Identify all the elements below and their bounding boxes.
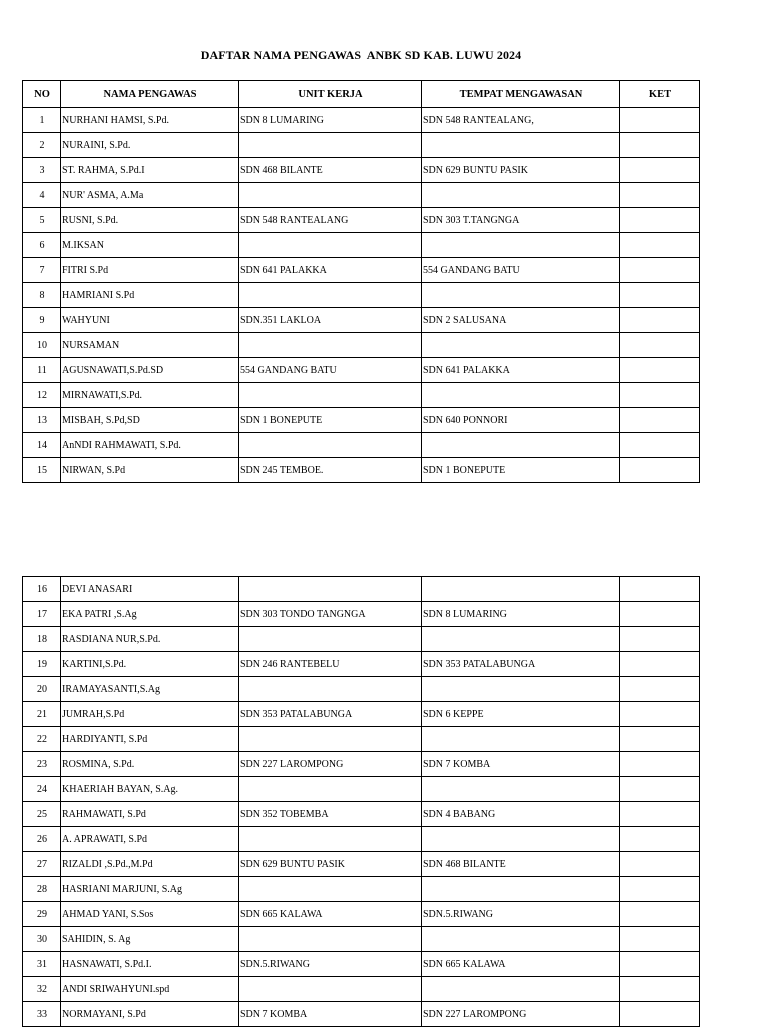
table-row: [23, 358, 700, 383]
cell-name: RASDIANA NUR,S.Pd.: [61, 627, 239, 652]
cell-no: 25: [23, 802, 61, 827]
table-row: [23, 308, 700, 333]
cell-place: [422, 283, 620, 308]
cell-no: 5: [23, 208, 61, 233]
supervisor-table-page-1: [22, 80, 700, 483]
cell-ket: [620, 727, 700, 752]
cell-ket: [620, 333, 700, 358]
cell-unit: SDN 665 KALAWA: [239, 902, 422, 927]
cell-no: 12: [23, 383, 61, 408]
cell-no: 26: [23, 827, 61, 852]
cell-name: RIZALDI ,S.Pd.,M.Pd: [61, 852, 239, 877]
table-row: [23, 283, 700, 308]
cell-ket: [620, 358, 700, 383]
cell-ket: [620, 902, 700, 927]
cell-unit: [239, 383, 422, 408]
cell-unit: [239, 133, 422, 158]
cell-no: 18: [23, 627, 61, 652]
cell-unit: SDN.5.RIWANG: [239, 952, 422, 977]
cell-no: 16: [23, 577, 61, 602]
cell-ket: [620, 952, 700, 977]
cell-ket: [620, 283, 700, 308]
cell-no: 32: [23, 977, 61, 1002]
cell-ket: [620, 927, 700, 952]
table-row: [23, 752, 700, 777]
cell-ket: [620, 577, 700, 602]
cell-place: SDN 4 BABANG: [422, 802, 620, 827]
cell-no: 13: [23, 408, 61, 433]
cell-place: [422, 577, 620, 602]
cell-no: 17: [23, 602, 61, 627]
cell-no: 2: [23, 133, 61, 158]
table-row: [23, 133, 700, 158]
cell-unit: SDN 1 BONEPUTE: [239, 408, 422, 433]
cell-ket: [620, 183, 700, 208]
cell-name: HASNAWATI, S.Pd.I.: [61, 952, 239, 977]
cell-ket: [620, 802, 700, 827]
cell-ket: [620, 702, 700, 727]
cell-no: 4: [23, 183, 61, 208]
table-row: [23, 408, 700, 433]
cell-name: RAHMAWATI, S.Pd: [61, 802, 239, 827]
cell-name: AGUSNAWATI,S.Pd.SD: [61, 358, 239, 383]
cell-place: SDN 665 KALAWA: [422, 952, 620, 977]
cell-place: [422, 877, 620, 902]
table-row: [23, 877, 700, 902]
cell-ket: [620, 852, 700, 877]
table-row: [23, 727, 700, 752]
cell-no: 19: [23, 652, 61, 677]
cell-name: M.IKSAN: [61, 233, 239, 258]
table-row: [23, 577, 700, 602]
cell-place: [422, 777, 620, 802]
table-row: [23, 677, 700, 702]
cell-ket: [620, 1002, 700, 1027]
cell-unit: SDN 468 BILANTE: [239, 158, 422, 183]
cell-place: [422, 183, 620, 208]
cell-place: [422, 727, 620, 752]
cell-name: FITRI S.Pd: [61, 258, 239, 283]
cell-unit: SDN 246 RANTEBELU: [239, 652, 422, 677]
table-body-section-1: [23, 108, 700, 483]
cell-place: SDN 548 RANTEALANG,: [422, 108, 620, 133]
table-row: [23, 1002, 700, 1027]
cell-name: NORMAYANI, S.Pd: [61, 1002, 239, 1027]
table-row: [23, 458, 700, 483]
header-unit: UNIT KERJA: [239, 81, 422, 108]
header-no: NO: [23, 81, 61, 108]
cell-place: [422, 233, 620, 258]
cell-ket: [620, 308, 700, 333]
cell-no: 20: [23, 677, 61, 702]
cell-unit: SDN.351 LAKLOA: [239, 308, 422, 333]
cell-name: IRAMAYASANTI,S.Ag: [61, 677, 239, 702]
table-row: [23, 652, 700, 677]
cell-name: MISBAH, S.Pd,SD: [61, 408, 239, 433]
table-row: [23, 902, 700, 927]
cell-ket: [620, 677, 700, 702]
table-body-section-2: [23, 577, 700, 1027]
cell-no: 21: [23, 702, 61, 727]
document-title: DAFTAR NAMA PENGAWAS ANBK SD KAB. LUWU 2024: [200, 48, 522, 62]
table-row: [23, 158, 700, 183]
cell-ket: [620, 233, 700, 258]
table-row: [23, 233, 700, 258]
cell-unit: [239, 777, 422, 802]
cell-unit: SDN 352 TOBEMBA: [239, 802, 422, 827]
cell-ket: [620, 383, 700, 408]
cell-name: MIRNAWATI,S.Pd.: [61, 383, 239, 408]
table-row: [23, 977, 700, 1002]
cell-no: 27: [23, 852, 61, 877]
cell-name: NIRWAN, S.Pd: [61, 458, 239, 483]
cell-no: 33: [23, 1002, 61, 1027]
cell-name: KARTINI,S.Pd.: [61, 652, 239, 677]
cell-name: NURAINI, S.Pd.: [61, 133, 239, 158]
cell-unit: [239, 977, 422, 1002]
cell-ket: [620, 208, 700, 233]
table-row: [23, 433, 700, 458]
cell-place: SDN 468 BILANTE: [422, 852, 620, 877]
cell-no: 6: [23, 233, 61, 258]
table-row: [23, 927, 700, 952]
table-row: [23, 802, 700, 827]
cell-place: SDN 353 PATALABUNGA: [422, 652, 620, 677]
cell-name: KHAERIAH BAYAN, S.Ag.: [61, 777, 239, 802]
cell-ket: [620, 408, 700, 433]
cell-unit: SDN 629 BUNTU PASIK: [239, 852, 422, 877]
cell-unit: [239, 727, 422, 752]
cell-ket: [620, 602, 700, 627]
table-row: [23, 702, 700, 727]
cell-place: SDN.5.RIWANG: [422, 902, 620, 927]
cell-place: [422, 383, 620, 408]
cell-no: 15: [23, 458, 61, 483]
cell-ket: [620, 652, 700, 677]
cell-unit: SDN 227 LAROMPONG: [239, 752, 422, 777]
cell-unit: [239, 283, 422, 308]
table-row: [23, 627, 700, 652]
cell-no: 10: [23, 333, 61, 358]
cell-no: 8: [23, 283, 61, 308]
cell-place: SDN 629 BUNTU PASIK: [422, 158, 620, 183]
cell-name: JUMRAH,S.Pd: [61, 702, 239, 727]
cell-name: WAHYUNI: [61, 308, 239, 333]
cell-no: 3: [23, 158, 61, 183]
cell-unit: SDN 303 TONDO TANGNGA: [239, 602, 422, 627]
cell-no: 29: [23, 902, 61, 927]
cell-name: NUR' ASMA, A.Ma: [61, 183, 239, 208]
cell-no: 28: [23, 877, 61, 902]
cell-unit: [239, 333, 422, 358]
cell-ket: [620, 258, 700, 283]
cell-unit: [239, 433, 422, 458]
cell-place: SDN 1 BONEPUTE: [422, 458, 620, 483]
cell-name: AnNDI RAHMAWATI, S.Pd.: [61, 433, 239, 458]
cell-place: SDN 303 T.TANGNGA: [422, 208, 620, 233]
cell-name: ANDI SRIWAHYUNI.spd: [61, 977, 239, 1002]
cell-name: HARDIYANTI, S.Pd: [61, 727, 239, 752]
cell-place: SDN 227 LAROMPONG: [422, 1002, 620, 1027]
cell-place: [422, 627, 620, 652]
cell-ket: [620, 752, 700, 777]
header-place: TEMPAT MENGAWASAN: [422, 81, 620, 108]
cell-place: SDN 2 SALUSANA: [422, 308, 620, 333]
cell-no: 7: [23, 258, 61, 283]
cell-unit: [239, 627, 422, 652]
cell-ket: [620, 827, 700, 852]
table-row: [23, 383, 700, 408]
cell-place: SDN 640 PONNORI: [422, 408, 620, 433]
cell-no: 31: [23, 952, 61, 977]
table-row: [23, 777, 700, 802]
cell-name: DEVI ANASARI: [61, 577, 239, 602]
cell-ket: [620, 133, 700, 158]
cell-unit: [239, 927, 422, 952]
cell-no: 11: [23, 358, 61, 383]
cell-unit: SDN 641 PALAKKA: [239, 258, 422, 283]
table-row: [23, 108, 700, 133]
cell-ket: [620, 108, 700, 133]
cell-name: SAHIDIN, S. Ag: [61, 927, 239, 952]
cell-name: NURHANI HAMSI, S.Pd.: [61, 108, 239, 133]
cell-unit: [239, 877, 422, 902]
cell-ket: [620, 977, 700, 1002]
cell-place: SDN 6 KEPPE: [422, 702, 620, 727]
cell-ket: [620, 777, 700, 802]
cell-name: AHMAD YANI, S.Sos: [61, 902, 239, 927]
header-ket: KET: [620, 81, 700, 108]
cell-ket: [620, 458, 700, 483]
cell-place: [422, 333, 620, 358]
cell-place: SDN 8 LUMARING: [422, 602, 620, 627]
cell-unit: [239, 183, 422, 208]
cell-place: 554 GANDANG BATU: [422, 258, 620, 283]
cell-name: HAMRIANI S.Pd: [61, 283, 239, 308]
cell-no: 1: [23, 108, 61, 133]
cell-unit: SDN 353 PATALABUNGA: [239, 702, 422, 727]
cell-unit: [239, 577, 422, 602]
cell-unit: 554 GANDANG BATU: [239, 358, 422, 383]
cell-ket: [620, 877, 700, 902]
cell-name: A. APRAWATI, S.Pd: [61, 827, 239, 852]
cell-unit: SDN 245 TEMBOE.: [239, 458, 422, 483]
cell-unit: [239, 677, 422, 702]
cell-place: [422, 927, 620, 952]
cell-no: 30: [23, 927, 61, 952]
table-row: [23, 183, 700, 208]
table-row: [23, 952, 700, 977]
cell-name: HASRIANI MARJUNI, S.Ag: [61, 877, 239, 902]
cell-name: RUSNI, S.Pd.: [61, 208, 239, 233]
cell-unit: [239, 233, 422, 258]
header-name: NAMA PENGAWAS: [61, 81, 239, 108]
cell-place: SDN 7 KOMBA: [422, 752, 620, 777]
cell-unit: SDN 7 KOMBA: [239, 1002, 422, 1027]
cell-no: 22: [23, 727, 61, 752]
cell-name: EKA PATRI ,S.Ag: [61, 602, 239, 627]
cell-unit: [239, 827, 422, 852]
cell-ket: [620, 627, 700, 652]
cell-unit: SDN 8 LUMARING: [239, 108, 422, 133]
cell-name: NURSAMAN: [61, 333, 239, 358]
cell-name: ST. RAHMA, S.Pd.I: [61, 158, 239, 183]
cell-no: 24: [23, 777, 61, 802]
table-row: [23, 208, 700, 233]
cell-place: [422, 133, 620, 158]
cell-no: 14: [23, 433, 61, 458]
cell-no: 9: [23, 308, 61, 333]
cell-place: [422, 433, 620, 458]
cell-no: 23: [23, 752, 61, 777]
table-row: [23, 827, 700, 852]
cell-place: [422, 677, 620, 702]
table-row: [23, 333, 700, 358]
cell-place: [422, 977, 620, 1002]
cell-name: ROSMINA, S.Pd.: [61, 752, 239, 777]
table-header-row: [23, 81, 700, 108]
cell-place: [422, 827, 620, 852]
cell-unit: SDN 548 RANTEALANG: [239, 208, 422, 233]
table-row: [23, 852, 700, 877]
cell-place: SDN 641 PALAKKA: [422, 358, 620, 383]
supervisor-table-page-2: [22, 576, 700, 1027]
table-row: [23, 602, 700, 627]
cell-ket: [620, 158, 700, 183]
cell-ket: [620, 433, 700, 458]
table-row: [23, 258, 700, 283]
